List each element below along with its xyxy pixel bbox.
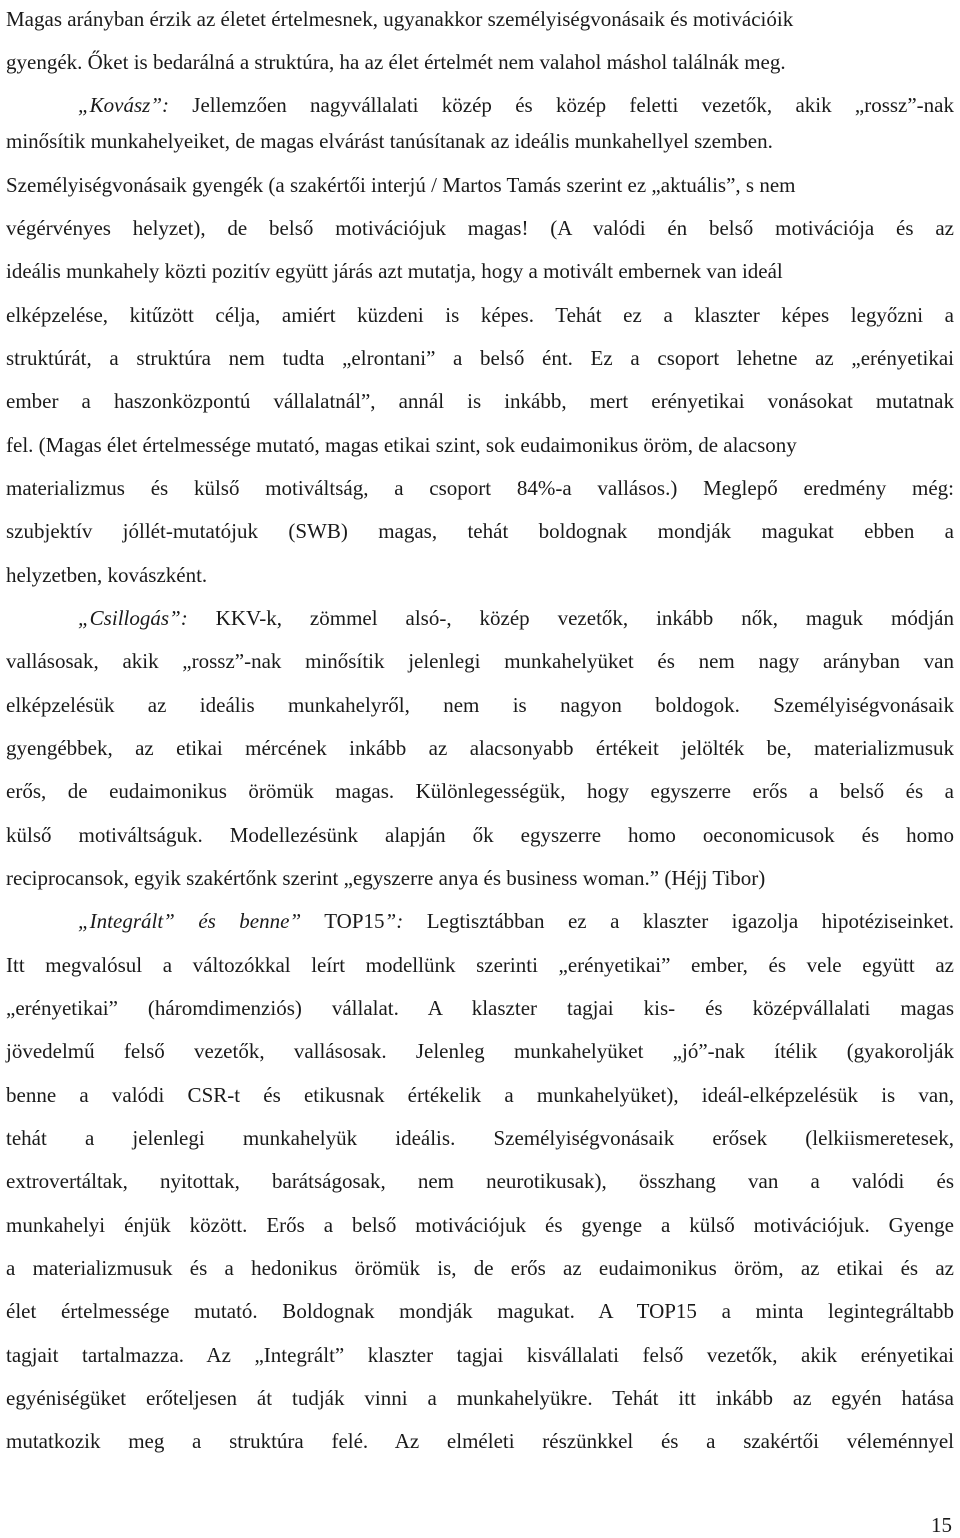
- page-number: 15: [931, 1513, 952, 1537]
- text-line: tehát a jelenlegi munkahelyük ideális. Személyiségvonásaik erősek (lelkiismeretesek,: [6, 1126, 954, 1150]
- text-line: materializmus és külső motiváltság, a csoport 84%-a vallásos.) Meglepő eredmény még:: [6, 476, 954, 500]
- text-line: „erényetikai” (háromdimenziós) vállalat. A klaszter tagjai kis- és középvállalati magas: [6, 996, 954, 1020]
- text-line: végérvényes helyzet), de belső motivációjuk magas! (A valódi én belső motivációja és az: [6, 216, 954, 240]
- text-line: gyengébbek, az etikai mércének inkább az alacsonyabb értékeit jelölték be, materializmusuk: [6, 736, 954, 760]
- text-line: helyzetben, kovászként.: [6, 563, 208, 587]
- text-line: egyéniségüket erőteljesen át tudják vinni a munkahelyükre. Tehát itt inkább az egyén hatása: [6, 1386, 954, 1410]
- text-line: munkahelyi énjük között. Erős a belső motivációjuk és gyenge a külső motivációjuk. Gyenge: [6, 1213, 954, 1237]
- text-line: „Kovász”: Jellemzően nagyvállalati közép és közép feletti vezetők, akik „rossz”-nak: [78, 93, 954, 117]
- text-line: reciprocansok, egyik szakértőnk szerint „egyszerre anya és business woman.” (Héjj Tibor): [6, 866, 766, 890]
- text-line: minősítik munkahelyeiket, de magas elvárást tanúsítanak az ideális munkahellyel szemben.: [6, 129, 773, 153]
- text-line: ember a haszonközpontú vállalatnál”, annál is inkább, mert erényetikai vonásokat mutatnak: [6, 389, 954, 413]
- text-line: ideális munkahely közti pozitív együtt járás azt mutatja, hogy a motivált embernek van ideál: [6, 259, 783, 283]
- text-line: mutatkozik meg a struktúra felé. Az elméleti részünkkel és a szakértői véleménnyel: [6, 1429, 954, 1453]
- text-line: fel. (Magas élet értelmessége mutató, magas etikai szint, sok eudaimonikus öröm, de alacsony: [6, 433, 797, 457]
- text-line: Itt megvalósul a változókkal leírt modellünk szerinti „erényetikai” ember, és vele együtt az: [6, 953, 954, 977]
- text-line: elképzelésük az ideális munkahelyről, nem is nagyon boldogok. Személyiségvonásaik: [6, 693, 954, 717]
- text-line: Magas arányban érzik az életet értelmesnek, ugyanakkor személyiségvonásaik és motivációik: [6, 7, 794, 31]
- text-line: elképzelése, kitűzött célja, amiért küzdeni is képes. Tehát ez a klaszter képes legyőzni a: [6, 303, 954, 327]
- text-line: gyengék. Őket is bedarálná a struktúra, ha az élet értelmét nem valahol máshol találnák meg.: [6, 50, 786, 74]
- text-line: élet értelmessége mutató. Boldognak mondják magukat. A TOP15 a minta legintegráltabb: [6, 1299, 954, 1323]
- text-line: erős, de eudaimonikus örömük magas. Különlegességük, hogy egyszerre erős a belső és a: [6, 779, 954, 803]
- text-line: extrovertáltak, nyitottak, barátságosak, nem neurotikusak), összhang van a valódi és: [6, 1169, 954, 1193]
- text-line: jövedelmű felső vezetők, vallásosak. Jelenleg munkahelyüket „jó”-nak ítélik (gyakorolják: [6, 1039, 954, 1063]
- text-line: benne a valódi CSR-t és etikusnak értékelik a munkahelyüket), ideál-elképzelésük is van,: [6, 1083, 954, 1107]
- text-line: külső motiváltságuk. Modellezésünk alapján ők egyszerre homo oeconomicusok és homo: [6, 823, 954, 847]
- text-line: vallásosak, akik „rossz”-nak minősítik jelenlegi munkahelyüket és nem nagy arányban van: [6, 649, 954, 673]
- text-line: tagjait tartalmazza. Az „Integrált” klaszter tagjai kisvállalati felső vezetők, akik erényetikai: [6, 1343, 954, 1367]
- text-line: Személyiségvonásaik gyengék (a szakértői interjú / Martos Tamás szerint ez „aktuális”, s nem: [6, 173, 796, 197]
- text-line: „Csillogás”: KKV-k, zömmel alsó-, közép vezetők, inkább nők, maguk módján: [78, 606, 954, 630]
- text-line: struktúrát, a struktúra nem tudta „elrontani” a belső ént. Ez a csoport lehetne az „erényetikai: [6, 346, 954, 370]
- text-line: „Integrált” és benne” TOP15”: Legtisztábban ez a klaszter igazolja hipotéziseinket.: [78, 909, 954, 933]
- text-line: szubjektív jóllét-mutatójuk (SWB) magas, tehát boldognak mondják magukat ebben a: [6, 519, 954, 543]
- text-line: a materializmusuk és a hedonikus örömük is, de erős az eudaimonikus öröm, az etikai és az: [6, 1256, 954, 1280]
